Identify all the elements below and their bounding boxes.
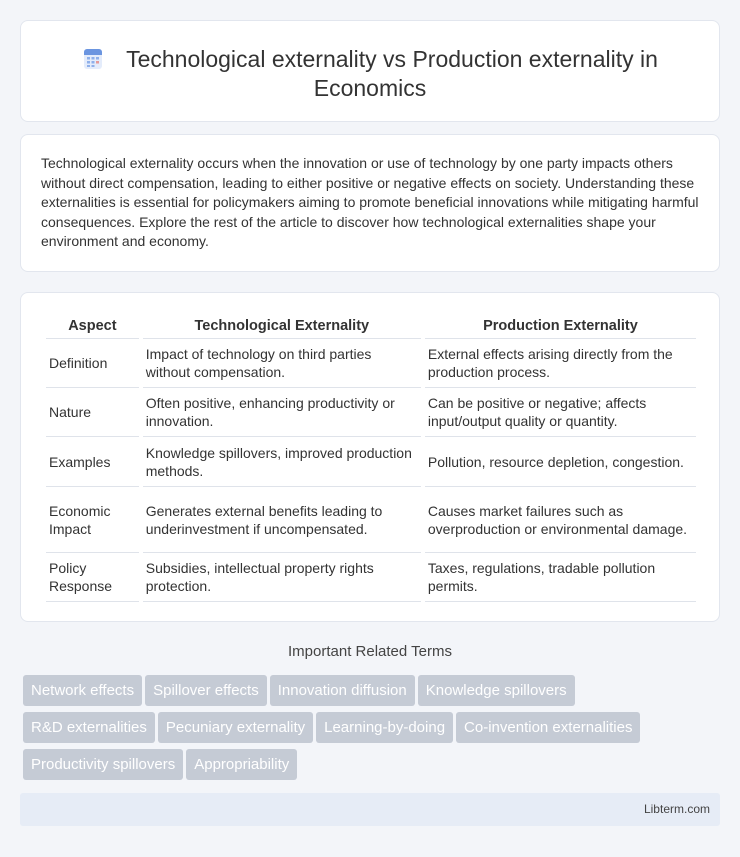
tag-network-effects[interactable]: Network effects <box>23 675 142 706</box>
intro-card <box>20 134 720 272</box>
tag-co-invention-externalities[interactable]: Co-invention externalities <box>456 712 640 743</box>
table-header-row <box>46 313 696 339</box>
cell-production: Causes market failures such as overproduction or environmental damage. <box>425 487 696 553</box>
cell-production: External effects arising directly from the production process. <box>425 339 696 388</box>
table-row <box>46 437 696 487</box>
related-terms-list <box>23 675 703 786</box>
document-icon <box>82 48 104 70</box>
cell-technological: Impact of technology on third parties without compensation. <box>143 339 421 388</box>
tag-appropriability[interactable]: Appropriability <box>186 749 297 780</box>
cell-aspect: Examples <box>46 437 139 487</box>
cell-technological: Generates external benefits leading to underinvestment if uncompensated. <box>143 487 421 553</box>
header-aspect: Aspect <box>46 313 139 339</box>
cell-aspect: Nature <box>46 388 139 437</box>
cell-aspect: Definition <box>46 339 139 388</box>
tag-spillover-effects[interactable]: Spillover effects <box>145 675 267 706</box>
cell-technological: Subsidies, intellectual property rights protection. <box>143 553 421 602</box>
cell-technological: Often positive, enhancing productivity or innovation. <box>143 388 421 437</box>
tag-rd-externalities[interactable]: R&D externalities <box>23 712 155 743</box>
cell-production: Taxes, regulations, tradable pollution permits. <box>425 553 696 602</box>
table-row <box>46 487 696 553</box>
cell-production: Can be positive or negative; affects input/output quality or quantity. <box>425 388 696 437</box>
tag-knowledge-spillovers[interactable]: Knowledge spillovers <box>418 675 575 706</box>
table-row <box>46 339 696 388</box>
header-technological: Technological Externality <box>143 313 421 339</box>
page-title <box>21 45 719 103</box>
title-line-1: Technological externality vs Production externality in <box>126 46 658 72</box>
footer <box>20 793 720 826</box>
cell-aspect: Economic Impact <box>46 487 139 553</box>
cell-technological: Knowledge spillovers, improved production methods. <box>143 437 421 487</box>
tag-innovation-diffusion[interactable]: Innovation diffusion <box>270 675 415 706</box>
tag-productivity-spillovers[interactable]: Productivity spillovers <box>23 749 183 780</box>
tag-learning-by-doing[interactable]: Learning-by-doing <box>316 712 453 743</box>
table-row <box>46 553 696 602</box>
cell-aspect: Policy Response <box>46 553 139 602</box>
tag-pecuniary-externality[interactable]: Pecuniary externality <box>158 712 313 743</box>
intro-paragraph: Technological externality occurs when the innovation or use of technology by one party impacts others without direct compensation, leading to either positive or negative effects on society. Understanding these externalities is essential for policymakers aiming to promote beneficial innovations while mitigating harmful consequences. Explore the rest of the article to discover how technological externalities shape your environment and economy. <box>41 155 699 249</box>
related-terms-title: Important Related Terms <box>288 643 452 660</box>
table-row <box>46 388 696 437</box>
comparison-table <box>42 313 700 602</box>
cell-production: Pollution, resource depletion, congestion. <box>425 437 696 487</box>
title-line-2: Economics <box>313 75 427 101</box>
header-production: Production Externality <box>425 313 696 339</box>
comparison-card <box>20 292 720 622</box>
footer-site-link[interactable]: Libterm.com <box>643 802 710 816</box>
title-card <box>20 20 720 122</box>
